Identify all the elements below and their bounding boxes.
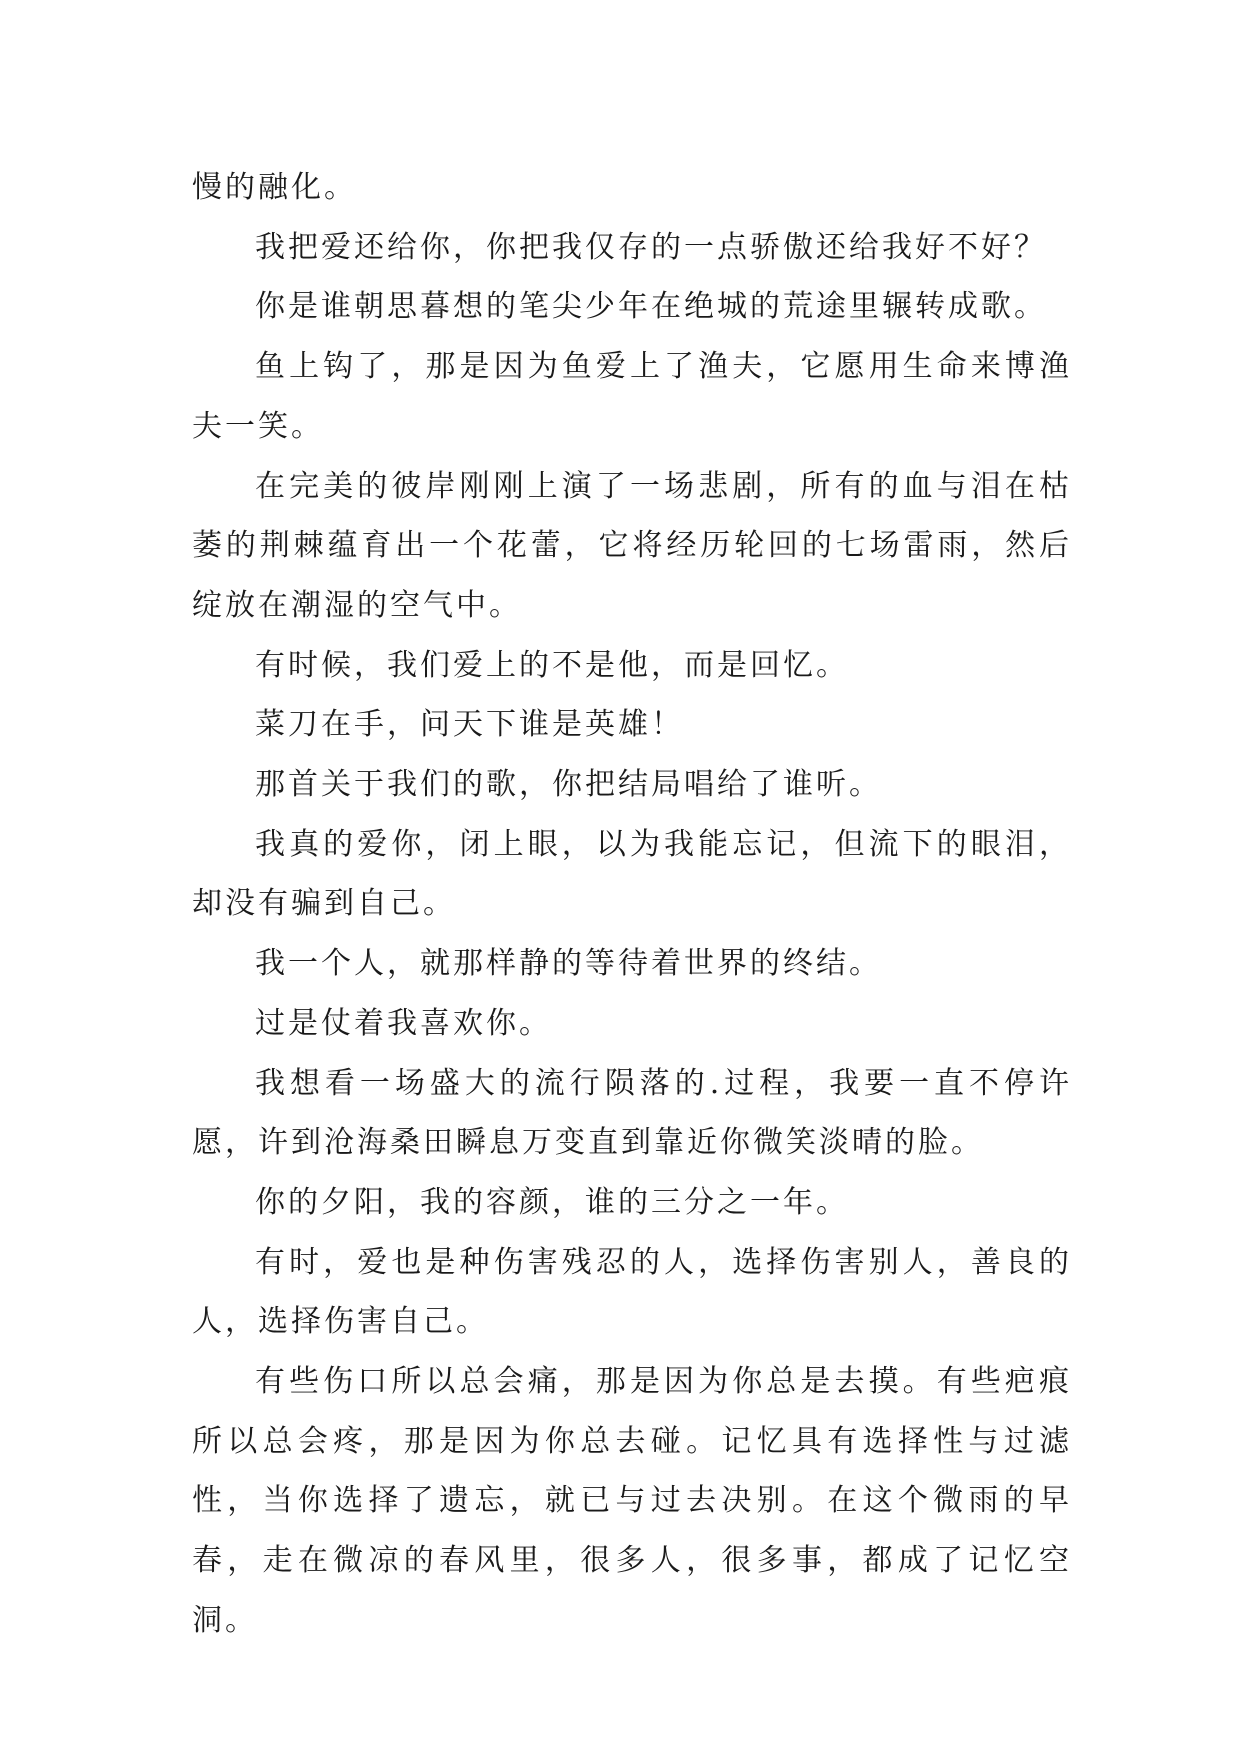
paragraph: 有时，爱也是种伤害残忍的人，选择伤害别人，善良的人，选择伤害自己。 (192, 1244, 1072, 1340)
paragraph: 我一个人，就那样静的等待着世界的终结。 (255, 946, 882, 982)
paragraph: 菜刀在手，问天下谁是英雄！ (255, 707, 684, 743)
paragraph: 在完美的彼岸刚刚上演了一场悲剧，所有的血与泪在枯萎的荆棘蕴育出一个花蕾，它将经历轮回的七场雷雨，然后绽放在潮湿的空气中。 (192, 468, 1072, 623)
paragraph: 那首关于我们的歌，你把结局唱给了谁听。 (255, 767, 882, 803)
paragraph: 有时候，我们爱上的不是他，而是回忆。 (255, 647, 849, 683)
paragraph: 你的夕阳，我的容颜，谁的三分之一年。 (255, 1184, 849, 1220)
paragraph: 有些伤口所以总会痛，那是因为你总是去摸。有些疤痕所以总会疼，那是因为你总去碰。记忆具有选择性与过滤性，当你选择了遗忘，就已与过去决别。在这个微雨的早春，走在微凉的春风里，很多人，很多事，都成了记忆空洞。 (192, 1364, 1072, 1638)
paragraph: 我真的爱你，闭上眼，以为我能忘记，但流下的眼泪，却没有骗到自己。 (192, 826, 1072, 922)
paragraph: 我把爱还给你，你把我仅存的一点骄傲还给我好不好？ (255, 229, 1047, 265)
paragraph: 我想看一场盛大的流行陨落的.过程，我要一直不停许愿，许到沧海桑田瞬息万变直到靠近你微笑淡晴的脸。 (192, 1065, 1072, 1161)
paragraph: 鱼上钩了，那是因为鱼爱上了渔夫，它愿用生命来博渔夫一笑。 (192, 349, 1072, 444)
paragraph: 过是仗着我喜欢你。 (255, 1005, 552, 1041)
paragraph: 慢的融化。 (192, 170, 357, 205)
document-body (192, 158, 1072, 1651)
paragraph: 你是谁朝思暮想的笔尖少年在绝城的荒途里辗转成歌。 (255, 289, 1047, 325)
